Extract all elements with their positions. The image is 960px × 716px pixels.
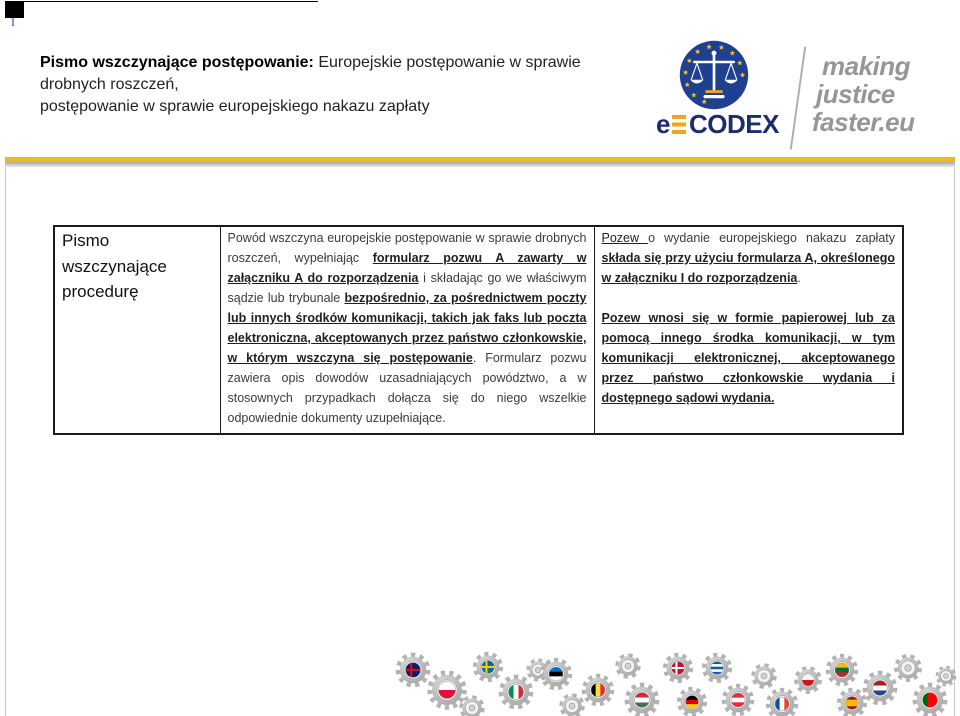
flag-gear-icon <box>704 655 730 681</box>
title-line-1-rest: Europejskie postępowanie w sprawie <box>313 54 581 71</box>
table-row <box>54 226 903 434</box>
flag-gear-icon <box>768 690 796 716</box>
scales-of-justice-stars-icon <box>676 37 752 113</box>
title-line-3: postępowanie w sprawie europejskiego nakazu zapłaty <box>40 98 430 115</box>
small-claims-cell <box>220 226 594 434</box>
flag-gear-icon <box>430 673 464 707</box>
top-rule-line <box>24 1 318 2</box>
text-segment: Powód wszczyna europejskie postępowanie w sprawie drobnych roszczeń, wypełniając <box>227 231 587 265</box>
payment-order-paragraph-1 <box>602 228 896 288</box>
flag-gear-icon <box>724 686 752 714</box>
payment-order-cell <box>594 226 903 434</box>
e-codex-wordmark <box>656 109 779 139</box>
text-segment: . <box>797 271 801 285</box>
row-header-line: Pismo <box>62 231 110 250</box>
tagline-line-1: making <box>822 51 911 81</box>
row-header-cell <box>54 226 220 434</box>
flag-gear-icon <box>915 685 945 715</box>
flag-gear-icon <box>501 677 531 707</box>
logo-tagline <box>812 52 914 136</box>
text-segment: i składając go we właściwym sądzie lub trybunale <box>227 271 587 305</box>
gear-icon <box>753 665 775 687</box>
small-claims-paragraph <box>228 228 587 428</box>
gear-icon <box>896 656 920 680</box>
emphasis-segment: formularz pozwu A zawarty w załączniku A do rozporządzenia <box>227 251 587 285</box>
title-bold: Pismo wszczynające postępowanie: <box>40 54 314 71</box>
brand-prefix: e <box>656 109 670 139</box>
gear-icon <box>937 667 955 685</box>
flag-gear-icon <box>679 689 705 715</box>
emphasis-segment: Pozew wnosi się w formie papierowej lub za pomocą innego środka komunikacji, w tym komunikacji elektronicznej, akceptowanego przez państwo członkowskie wydania i dostępnego sądowi wydania. <box>601 311 895 405</box>
flag-gear-icon <box>839 690 865 716</box>
flag-gear-icon <box>584 676 612 704</box>
title-line-1 <box>40 52 640 74</box>
text-segment: . Formularz pozwu zawiera opis dowodów uzasadniających powództwo, a w stosownych przypadkach dołącza się do niego wszelkie odpowiednie dokumenty uzupełniające. <box>227 351 587 425</box>
title-line-2: drobnych roszczeń, <box>40 76 179 93</box>
flag-gear-icon <box>665 655 691 681</box>
slide-title <box>40 52 640 118</box>
tagline-line-3: faster.eu <box>812 107 915 137</box>
gear-icon <box>561 695 583 716</box>
procedure-comparison-table <box>53 225 904 435</box>
logo-separator <box>790 46 806 149</box>
brand-name: CODEX <box>688 109 779 139</box>
flag-gear-icon <box>398 655 428 685</box>
underlined-segment: Pozew <box>601 231 649 245</box>
payment-order-paragraph-2 <box>602 308 896 408</box>
gear-icon <box>461 697 483 716</box>
brand-bars-icon <box>672 115 686 134</box>
row-header-line: wszczynające <box>62 256 167 276</box>
cursor-mark: I <box>11 15 15 29</box>
row-header-line: procedurę <box>62 282 139 301</box>
emphasis-segment: bezpośrednio, za pośrednictwem poczty lub innych środków komunikacji, takich jak faks lub poczta elektroniczna, akceptowanych przez państwo członkowskie, w którym wszczyna się postępowanie <box>227 291 587 365</box>
emphasis-segment: składa się przy użyciu formularza A, określonego w załączniku I do rozporządzenia <box>601 251 895 285</box>
tagline-line-2: justice <box>816 79 895 109</box>
flag-gear-icon <box>796 668 820 692</box>
gear-icon <box>617 655 639 677</box>
flag-gear-icon <box>627 685 657 715</box>
gears-with-flags-icon <box>0 636 960 716</box>
text-segment: o wydanie europejskiego nakazu zapłaty <box>648 231 895 245</box>
flag-gear-icon <box>828 656 856 684</box>
flag-gear-icon <box>475 654 501 680</box>
flag-gear-icon <box>865 673 895 703</box>
